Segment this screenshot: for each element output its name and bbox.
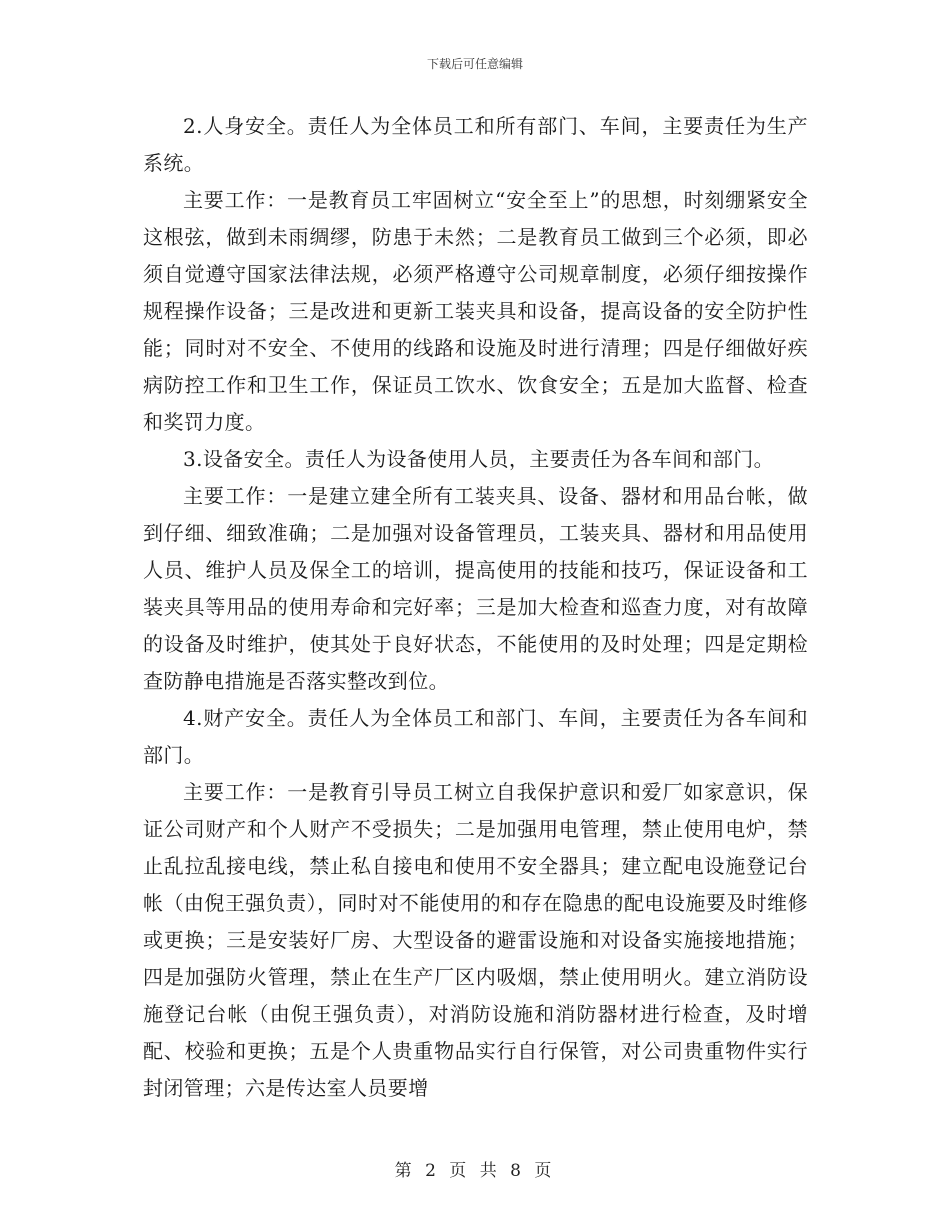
document-body — [143, 108, 808, 1107]
paragraph-property-safety-work: 主要工作：一是教育引导员工树立自我保护意识和爱厂如家意识，保证公司财产和个人财产不受损失；二是加强用电管理，禁止使用电炉，禁止乱拉乱接电线，禁止私自接电和使用不安全器具；建立配电设施登记台帐（由倪王强负责），同时对不能使用的和存在隐患的配电设施要及时维修或更换；三是安装好厂房、大型设备的避雷设施和对设备实施接地措施；四是加强防火管理，禁止在生产厂区内吸烟，禁止使用明火。建立消防设施登记台帐（由倪王强负责），对消防设施和消防器材进行检查，及时增配、校验和更换；五是个人贵重物品实行自行保管，对公司贵重物件实行封闭管理；六是传达室人员要增 — [143, 780, 808, 1100]
paragraph-equipment-safety-work: 主要工作：一是建立建全所有工装夹具、设备、器材和用品台帐，做到仔细、细致准确；二是加强对设备管理员，工装夹具、器材和用品使用人员、维护人员及保全工的培训，提高使用的技能和技巧，保证设备和工装夹具等用品的使用寿命和完好率；三是加大检查和巡查力度，对有故障的设备及时维护，使其处于良好状态，不能使用的及时处理；四是定期检查防静电措施是否落实整改到位。 — [143, 484, 808, 693]
page-number-footer: 第 2 页 共 8 页 — [394, 1161, 556, 1181]
paragraph-personal-safety: 2.人身安全。责任人为全体员工和所有部门、车间，主要责任为生产系统。 — [143, 114, 808, 175]
paragraph-personal-safety-work: 主要工作：一是教育员工牢固树立“安全至上”的思想，时刻绷紧安全这根弦，做到未雨绸缪，防患于未然；二是教育员工做到三个必须，即必须自觉遵守国家法律法规，必须严格遵守公司规章制度，必须仔细按操作规程操作设备；三是改进和更新工装夹具和设备，提高设备的安全防护性能；同时对不安全、不使用的线路和设施及时进行清理；四是仔细做好疾病防控工作和卫生工作，保证员工饮水、饮食安全；五是加大监督、检查和奖罚力度。 — [143, 188, 808, 434]
paragraph-property-safety: 4.财产安全。责任人为全体员工和部门、车间，主要责任为各车间和部门。 — [143, 706, 808, 767]
paragraph-equipment-safety: 3.设备安全。责任人为设备使用人员，主要责任为各车间和部门。 — [183, 447, 775, 471]
page-header: 下载后可任意编辑 — [426, 57, 523, 71]
